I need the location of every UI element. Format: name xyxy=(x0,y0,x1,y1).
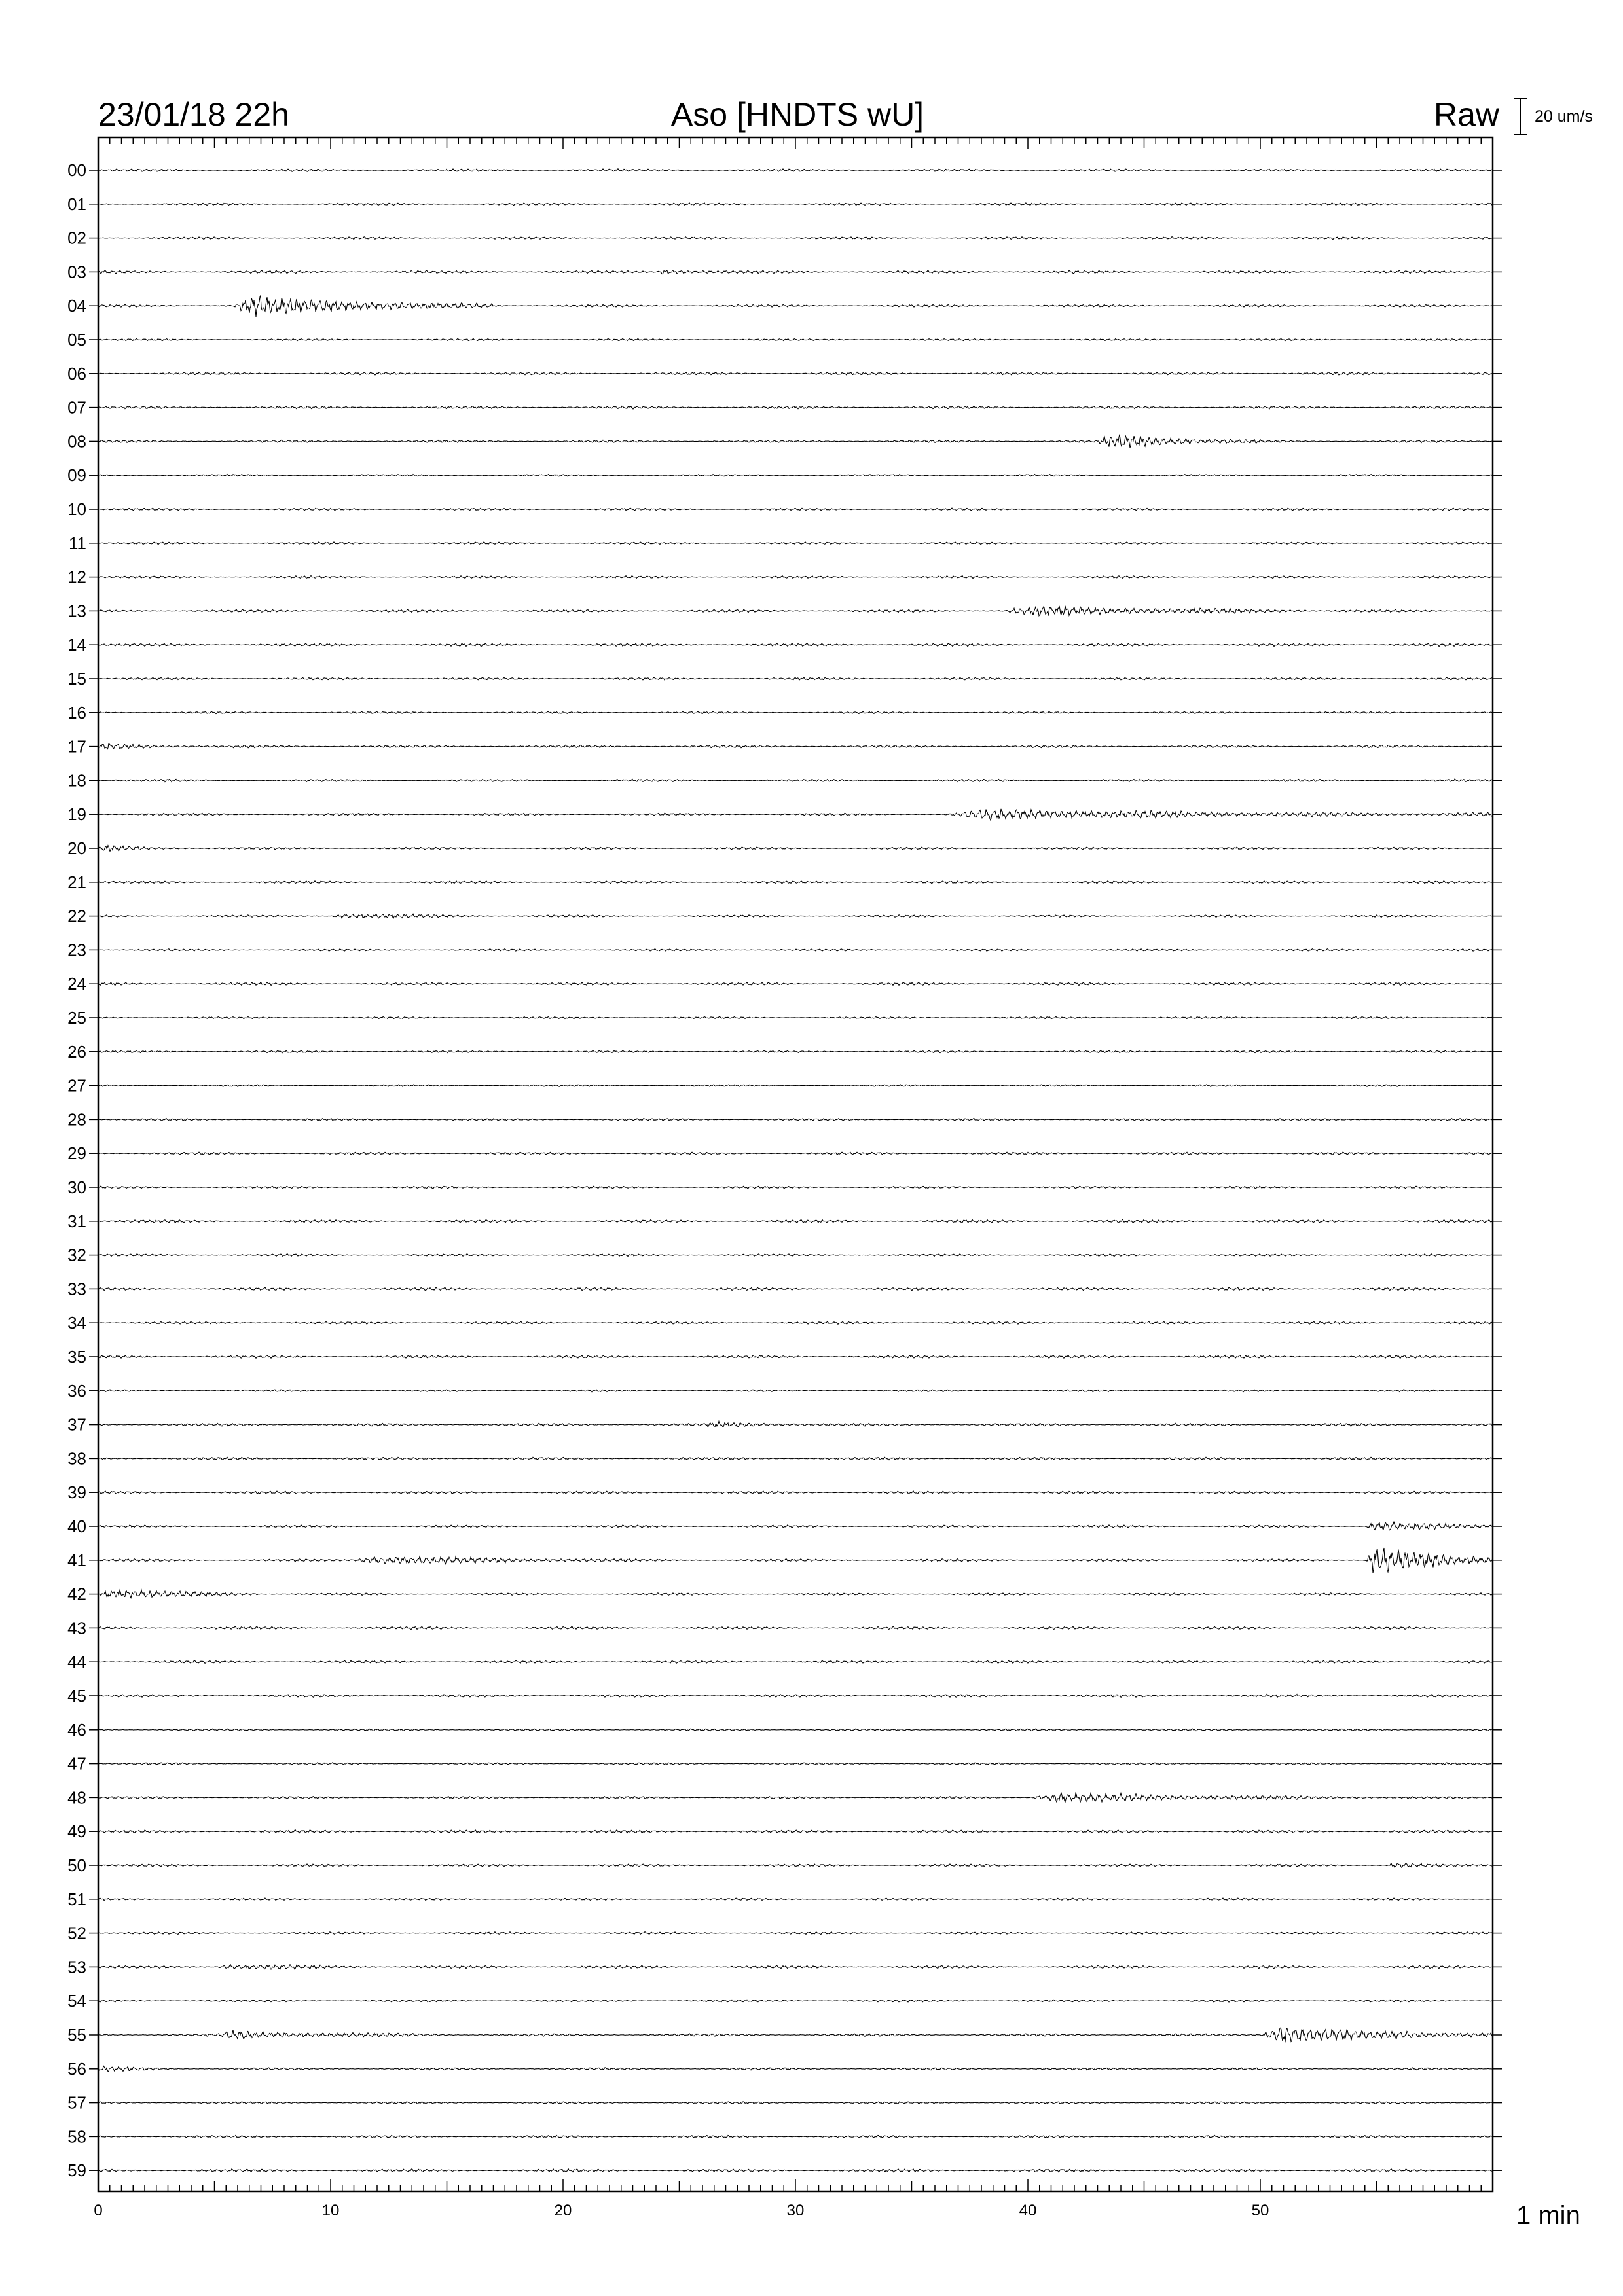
row-label: 10 xyxy=(67,499,86,519)
plot-frame xyxy=(98,137,1493,2191)
row-label: 17 xyxy=(67,736,86,757)
trace-30 xyxy=(98,1186,1493,1189)
row-label: 51 xyxy=(67,1889,86,1909)
row-label: 36 xyxy=(67,1380,86,1401)
trace-05 xyxy=(98,338,1493,340)
trace-17 xyxy=(98,744,1493,749)
trace-56 xyxy=(98,2066,1493,2072)
trace-42 xyxy=(98,1590,1493,1598)
trace-28 xyxy=(98,1119,1493,1121)
row-label: 13 xyxy=(67,601,86,621)
row-label: 56 xyxy=(67,2058,86,2079)
row-label: 05 xyxy=(67,330,86,350)
time-ticks xyxy=(98,137,1493,2191)
trace-49 xyxy=(98,1830,1493,1833)
traces xyxy=(98,169,1493,2172)
row-label: 20 xyxy=(67,838,86,858)
trace-21 xyxy=(98,881,1493,884)
scale-bar xyxy=(1514,98,1527,134)
trace-37 xyxy=(98,1422,1493,1427)
trace-08 xyxy=(98,435,1493,448)
row-label: 47 xyxy=(67,1753,86,1774)
row-label: 35 xyxy=(67,1347,86,1367)
x-tick-labels xyxy=(94,2202,1269,2219)
row-label: 15 xyxy=(67,669,86,689)
trace-26 xyxy=(98,1050,1493,1053)
row-label: 58 xyxy=(67,2126,86,2147)
row-label: 14 xyxy=(67,635,86,655)
trace-32 xyxy=(98,1254,1493,1257)
row-label: 07 xyxy=(67,397,86,418)
row-label: 21 xyxy=(67,872,86,892)
trace-35 xyxy=(98,1355,1493,1359)
trace-50 xyxy=(98,1863,1493,1867)
row-label: 34 xyxy=(67,1313,86,1333)
row-label: 48 xyxy=(67,1787,86,1808)
row-label: 32 xyxy=(67,1245,86,1265)
trace-06 xyxy=(98,372,1493,375)
row-label: 11 xyxy=(69,533,86,553)
row-label: 40 xyxy=(67,1516,86,1536)
row-label: 44 xyxy=(67,1652,86,1672)
trace-12 xyxy=(98,576,1493,579)
row-label: 30 xyxy=(67,1177,86,1197)
trace-24 xyxy=(98,982,1493,986)
trace-40 xyxy=(98,1522,1493,1530)
trace-27 xyxy=(98,1085,1493,1087)
trace-09 xyxy=(98,474,1493,476)
row-label: 52 xyxy=(67,1923,86,1943)
trace-51 xyxy=(98,1898,1493,1901)
row-label: 26 xyxy=(67,1041,86,1062)
trace-43 xyxy=(98,1626,1493,1630)
trace-18 xyxy=(98,779,1493,782)
row-label: 33 xyxy=(67,1279,86,1299)
row-label: 39 xyxy=(67,1482,86,1503)
row-label: 55 xyxy=(67,2025,86,2045)
row-label: 24 xyxy=(67,974,86,994)
trace-59 xyxy=(98,2169,1493,2172)
row-label: 18 xyxy=(67,770,86,791)
trace-03 xyxy=(98,270,1493,274)
x-tick-label: 10 xyxy=(321,2202,340,2219)
x-tick-label: 0 xyxy=(94,2202,103,2219)
row-label: 16 xyxy=(67,702,86,723)
time-unit-label: 1 min xyxy=(1516,2201,1580,2230)
scale-label: 20 um/s xyxy=(1535,107,1593,126)
row-label: 06 xyxy=(67,363,86,384)
row-label: 25 xyxy=(67,1008,86,1028)
trace-52 xyxy=(98,1932,1493,1935)
trace-55 xyxy=(98,2028,1493,2042)
trace-25 xyxy=(98,1016,1493,1018)
row-label: 50 xyxy=(67,1856,86,1875)
trace-04 xyxy=(98,296,1493,317)
trace-07 xyxy=(98,406,1493,409)
trace-11 xyxy=(98,542,1493,545)
row-label: 22 xyxy=(67,906,86,926)
mode-label: Raw xyxy=(1433,96,1499,133)
row-label: 37 xyxy=(67,1414,86,1435)
row-label: 41 xyxy=(67,1550,86,1570)
row-label: 03 xyxy=(67,262,86,282)
trace-44 xyxy=(98,1660,1493,1663)
trace-31 xyxy=(98,1219,1493,1223)
x-tick-label: 20 xyxy=(554,2202,572,2219)
row-label: 27 xyxy=(67,1075,86,1096)
row-label: 38 xyxy=(67,1448,86,1469)
row-label: 42 xyxy=(67,1584,86,1604)
trace-23 xyxy=(98,949,1493,952)
trace-47 xyxy=(98,1763,1493,1765)
trace-33 xyxy=(98,1287,1493,1291)
row-label: 23 xyxy=(67,940,86,960)
trace-02 xyxy=(98,237,1493,240)
row-label: 57 xyxy=(67,2092,86,2113)
row-label: 46 xyxy=(67,1719,86,1740)
trace-54 xyxy=(98,2000,1493,2002)
trace-46 xyxy=(98,1729,1493,1731)
x-tick-label: 30 xyxy=(786,2202,805,2219)
row-label: 53 xyxy=(67,1957,86,1977)
trace-22 xyxy=(98,914,1493,918)
row-label: 43 xyxy=(67,1618,86,1638)
trace-41 xyxy=(98,1548,1493,1573)
trace-45 xyxy=(98,1694,1493,1697)
row-label: 59 xyxy=(67,2161,86,2181)
trace-00 xyxy=(98,169,1493,171)
trace-58 xyxy=(98,2135,1493,2138)
row-label: 02 xyxy=(67,228,86,248)
row-label: 28 xyxy=(67,1109,86,1130)
trace-14 xyxy=(98,643,1493,647)
trace-13 xyxy=(98,606,1493,616)
trace-29 xyxy=(98,1152,1493,1155)
trace-38 xyxy=(98,1457,1493,1460)
trace-01 xyxy=(98,203,1493,206)
trace-19 xyxy=(98,809,1493,820)
trace-34 xyxy=(98,1321,1493,1324)
row-label: 45 xyxy=(67,1686,86,1706)
row-label: 19 xyxy=(67,804,86,825)
trace-36 xyxy=(98,1390,1493,1392)
datetime-label: 23/01/18 22h xyxy=(98,96,289,133)
row-label: 31 xyxy=(67,1211,86,1231)
trace-16 xyxy=(98,711,1493,713)
row-labels xyxy=(67,160,1502,2180)
row-label: 08 xyxy=(67,431,86,452)
trace-57 xyxy=(98,2102,1493,2104)
trace-15 xyxy=(98,677,1493,680)
x-tick-label: 40 xyxy=(1019,2202,1037,2219)
station-title: Aso [HNDTS wU] xyxy=(670,96,924,133)
trace-39 xyxy=(98,1491,1493,1494)
row-label: 01 xyxy=(67,194,86,214)
x-tick-label: 50 xyxy=(1251,2202,1269,2219)
row-label: 09 xyxy=(67,465,86,486)
trace-20 xyxy=(98,846,1493,852)
row-label: 54 xyxy=(67,1991,86,2011)
row-label: 00 xyxy=(67,160,86,180)
row-label: 49 xyxy=(67,1821,86,1842)
trace-53 xyxy=(98,1965,1493,1970)
trace-10 xyxy=(98,508,1493,511)
row-label: 04 xyxy=(67,296,86,316)
row-label: 29 xyxy=(67,1143,86,1164)
trace-48 xyxy=(98,1793,1493,1802)
row-label: 12 xyxy=(67,567,86,587)
